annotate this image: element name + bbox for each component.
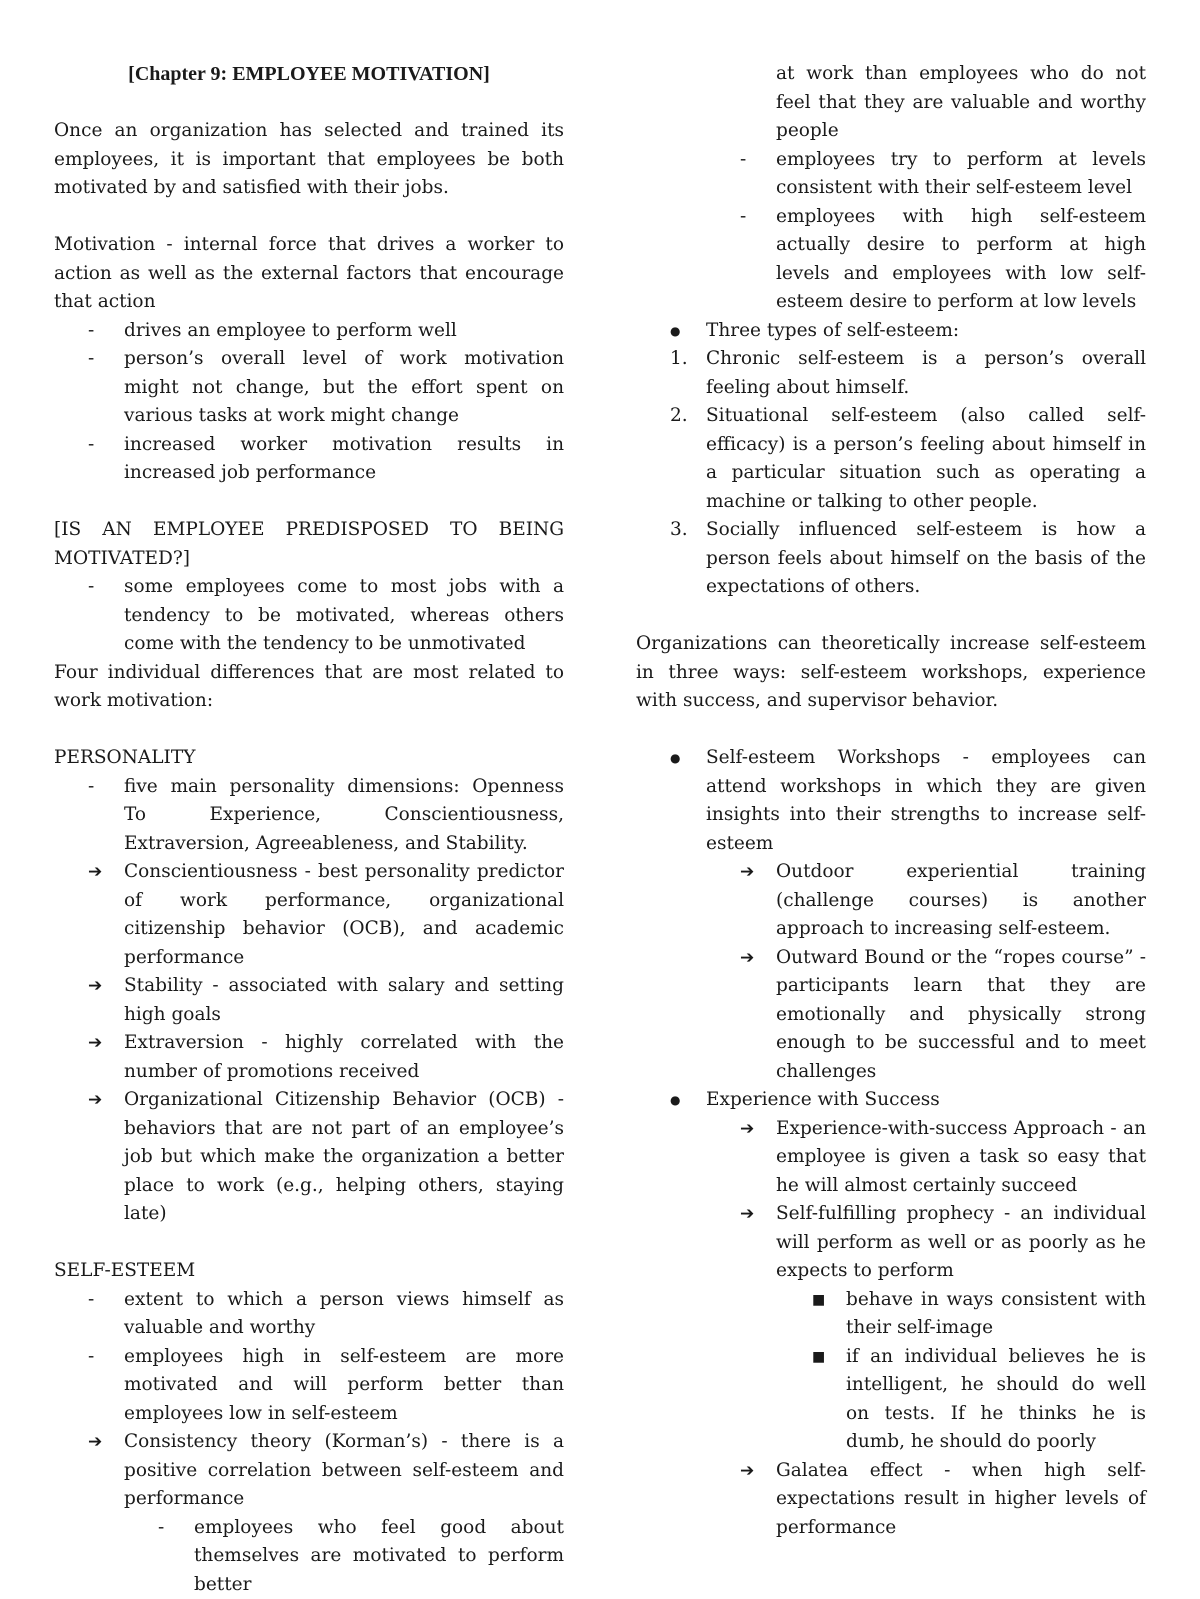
list-item: ■ behave in ways consistent with their self-image: [636, 1286, 1146, 1343]
numbered-item: 2. Situational self-esteem (also called self-efficacy) is a person’s feeling about himself in a particular situation such as operating a machine or talking to other people.: [636, 402, 1146, 516]
list-item: - employees with high self-esteem actually desire to perform at high levels and employees with low self-esteem desire to perform at low levels: [636, 203, 1146, 317]
increase-paragraph: Organizations can theoretically increase self-esteem in three ways: self-esteem workshops, experience with success, and supervisor behavior.: [636, 630, 1146, 716]
list-item: ➔ Consistency theory (Korman’s) - there is a positive correlation between self-esteem and performance: [54, 1428, 564, 1514]
list-item: ➔ Outward Bound or the “ropes course” - participants learn that they are emotionally and physically strong enough to be successful and to meet challenges: [636, 944, 1146, 1087]
arrow-icon: ➔: [740, 1457, 754, 1486]
numbered-item: 1. Chronic self-esteem is a person’s overall feeling about himself.: [636, 345, 1146, 402]
dash-marker: -: [740, 146, 746, 175]
list-item: - person’s overall level of work motivation might not change, but the effort spent on various tasks at work might change: [54, 345, 564, 431]
list-item-continued: [636, 60, 1146, 146]
list-item: ➔ Outdoor experiential training (challenge courses) is another approach to increasing self-esteem.: [636, 858, 1146, 944]
list-item: ➔ Galatea effect - when high self-expectations result in higher levels of performance: [636, 1457, 1146, 1543]
four-differences: Four individual differences that are most related to work motivation:: [54, 659, 564, 716]
list-item: ➔ Self-fulfilling prophecy - an individual will perform as well or as poorly as he expects to perform: [636, 1200, 1146, 1286]
chapter-title: [Chapter 9: EMPLOYEE MOTIVATION]: [54, 60, 564, 89]
list-item: - employees high in self-esteem are more motivated and will perform better than employees low in self-esteem: [54, 1343, 564, 1429]
arrow-icon: ➔: [88, 1029, 102, 1058]
square-bullet-icon: ■: [812, 1286, 825, 1315]
list-item: - extent to which a person views himself as valuable and worthy: [54, 1286, 564, 1343]
list-item: ➔ Stability - associated with salary and setting high goals: [54, 972, 564, 1029]
numbered-item: 3. Socially influenced self-esteem is how a person feels about himself on the basis of the expectations of others.: [636, 516, 1146, 602]
arrow-icon: ➔: [740, 944, 754, 973]
number-marker: 2.: [670, 402, 688, 431]
dash-marker: -: [158, 1514, 164, 1543]
dash-marker: -: [88, 573, 94, 602]
intro-paragraph: Once an organization has selected and trained its employees, it is important that employees be both motivated by and satisfied with their jobs.: [54, 117, 564, 203]
arrow-icon: ➔: [88, 1086, 102, 1115]
arrow-icon: ➔: [740, 1115, 754, 1144]
arrow-icon: ➔: [88, 972, 102, 1001]
bullet-icon: ●: [670, 744, 680, 773]
list-item: ➔ Conscientiousness - best personality predictor of work performance, organizational citizenship behavior (OCB), and academic performance: [54, 858, 564, 972]
list-item: - increased worker motivation results in increased job performance: [54, 431, 564, 488]
arrow-icon: ➔: [740, 858, 754, 887]
list-item: ● Three types of self-esteem:: [636, 317, 1146, 346]
dash-marker: -: [88, 1286, 94, 1315]
motivation-definition: Motivation - internal force that drives a worker to action as well as the external factors that encourage that action: [54, 231, 564, 317]
dash-marker: -: [88, 317, 94, 346]
list-item: ➔ Extraversion - highly correlated with the number of promotions received: [54, 1029, 564, 1086]
list-item: - five main personality dimensions: Openness To Experience, Conscientiousness, Extraversion, Agreeableness, and Stability.: [54, 773, 564, 859]
dash-marker: -: [88, 431, 94, 460]
dash-marker: -: [88, 1343, 94, 1372]
right-column: [636, 60, 1146, 1542]
left-column: [54, 60, 564, 1599]
arrow-icon: ➔: [740, 1200, 754, 1229]
personality-heading: PERSONALITY: [54, 744, 564, 773]
list-item: ➔ Organizational Citizenship Behavior (OCB) - behaviors that are not part of an employee’s job but which make the organization a better place to work (e.g., helping others, staying late): [54, 1086, 564, 1229]
list-item: - some employees come to most jobs with a tendency to be motivated, whereas others come with the tendency to be unmotivated: [54, 573, 564, 659]
dash-marker: -: [740, 203, 746, 232]
list-item: - employees try to perform at levels consistent with their self-esteem level: [636, 146, 1146, 203]
list-item: ● Experience with Success: [636, 1086, 1146, 1115]
number-marker: 3.: [670, 516, 688, 545]
list-item: ● Self-esteem Workshops - employees can attend workshops in which they are given insights into their strengths to increase self-esteem: [636, 744, 1146, 858]
dash-marker: -: [88, 345, 94, 374]
square-bullet-icon: ■: [812, 1343, 825, 1372]
arrow-icon: ➔: [88, 858, 102, 887]
continued-text: at work than employees who do not feel that they are valuable and worthy people: [776, 63, 1146, 141]
list-item: - drives an employee to perform well: [54, 317, 564, 346]
continued-text: employees who feel good about themselves are motivated to perform better: [194, 1517, 564, 1595]
predisposed-heading: [IS AN EMPLOYEE PREDISPOSED TO BEING MOTIVATED?]: [54, 516, 564, 573]
list-item: ■ if an individual believes he is intelligent, he should do well on tests. If he thinks he is dumb, he should do poorly: [636, 1343, 1146, 1457]
list-item: ➔ Experience-with-success Approach - an employee is given a task so easy that he will almost certainly succeed: [636, 1115, 1146, 1201]
number-marker: 1.: [670, 345, 688, 374]
bullet-icon: ●: [670, 1086, 680, 1115]
dash-marker: -: [88, 773, 94, 802]
self-esteem-heading: SELF-ESTEEM: [54, 1257, 564, 1286]
arrow-icon: ➔: [88, 1428, 102, 1457]
bullet-icon: ●: [670, 317, 680, 346]
list-item: [54, 1514, 564, 1599]
